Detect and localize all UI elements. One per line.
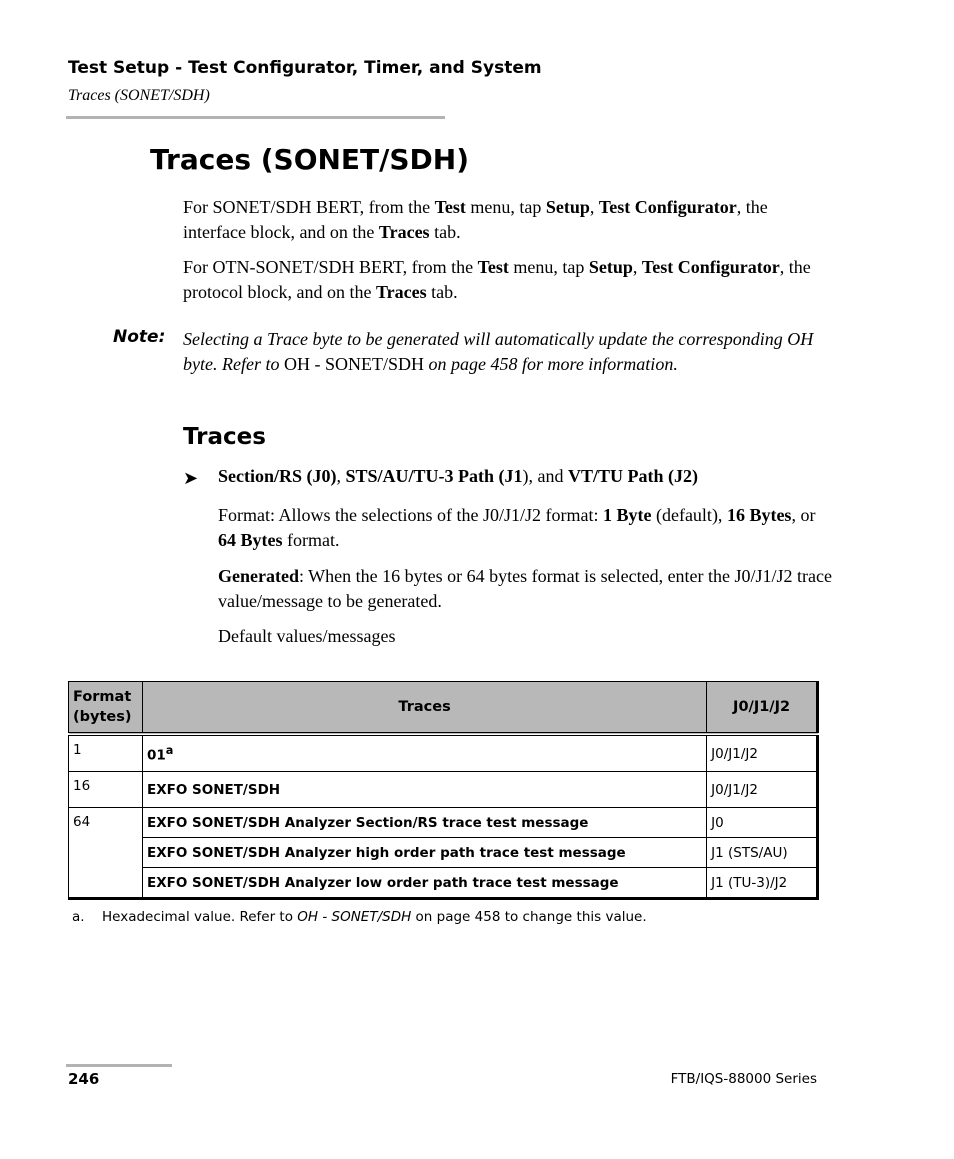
table-row	[69, 772, 818, 808]
trace-cell: EXFO SONET/SDH Analyzer Section/RS trace test message	[142, 808, 706, 838]
traces-table	[68, 681, 819, 900]
generated-description: Generated: When the 16 bytes or 64 bytes format is selected, enter the J0/J1/J2 trace value/message to be generated.	[218, 566, 833, 611]
byte-cell: J0	[707, 808, 818, 838]
running-header-subtitle: Traces (SONET/SDH)	[68, 87, 210, 104]
trace-cell: EXFO SONET/SDH Analyzer high order path trace test message	[142, 838, 706, 868]
format-cell: 64	[69, 808, 143, 899]
running-header-title: Test Setup - Test Configurator, Timer, and System	[68, 58, 542, 78]
page-number: 246	[68, 1070, 100, 1088]
trace-cell: 01$^a$	[142, 734, 706, 772]
byte-cell: J0/J1/J2	[707, 734, 818, 772]
footer-rule	[66, 1064, 172, 1067]
trace-cell: EXFO SONET/SDH	[142, 772, 706, 808]
paragraph-otn-sonet-bert: For OTN-SONET/SDH BERT, from the Test menu, tap Setup, Test Configurator, the protocol block, and on the Traces tab.	[183, 257, 811, 302]
table-row	[69, 868, 818, 899]
note-label: Note:	[113, 327, 166, 347]
format-cell: 1	[69, 734, 143, 772]
note-reference[interactable]: OH - SONET/SDH	[283, 353, 424, 374]
byte-cell: J0/J1/J2	[707, 772, 818, 808]
column-header-format: Format (bytes)	[69, 682, 143, 735]
byte-cell: J1 (STS/AU)	[707, 838, 818, 868]
bullet-item-paths: Section/RS (J0), STS/AU/TU-3 Path (J1), and VT/TU Path (J2)	[218, 466, 699, 486]
table-row	[69, 808, 818, 838]
default-values-label: Default values/messages	[218, 626, 396, 646]
format-cell: 16	[69, 772, 143, 808]
footnote-marker[interactable]: a	[165, 743, 174, 757]
table-row	[69, 838, 818, 868]
section-heading: Traces (SONET/SDH)	[150, 143, 470, 176]
trace-cell: EXFO SONET/SDH Analyzer low order path trace test message	[142, 868, 706, 899]
footnote-text: Hexadecimal value. Refer to OH - SONET/SDH on page 458 to change this value.	[102, 909, 647, 925]
note-text: Selecting a Trace byte to be generated will automatically update the corresponding OH byte. Refer to OH - SONET/SDH on page 458 for more information.	[183, 329, 814, 374]
header-rule	[66, 116, 445, 119]
paragraph-sonet-bert: For SONET/SDH BERT, from the Test menu, tap Setup, Test Configurator, the interface block, and on the Traces tab.	[183, 197, 768, 242]
subheading-traces: Traces	[183, 424, 266, 450]
table-header-row	[69, 682, 818, 735]
format-description: Format: Allows the selections of the J0/J1/J2 format: 1 Byte (default), 16 Bytes, or 64 Bytes format.	[218, 505, 816, 550]
bullet-arrow-icon: ➤	[183, 468, 199, 488]
footnote-letter: a.	[72, 909, 85, 925]
byte-cell: J1 (TU-3)/J2	[707, 868, 818, 899]
column-header-j0j1j2: J0/J1/J2	[707, 682, 818, 735]
footnote-reference[interactable]: OH - SONET/SDH	[297, 909, 412, 925]
column-header-traces: Traces	[142, 682, 706, 735]
table-row	[69, 734, 818, 772]
product-series: FTB/IQS-88000 Series	[670, 1071, 817, 1087]
